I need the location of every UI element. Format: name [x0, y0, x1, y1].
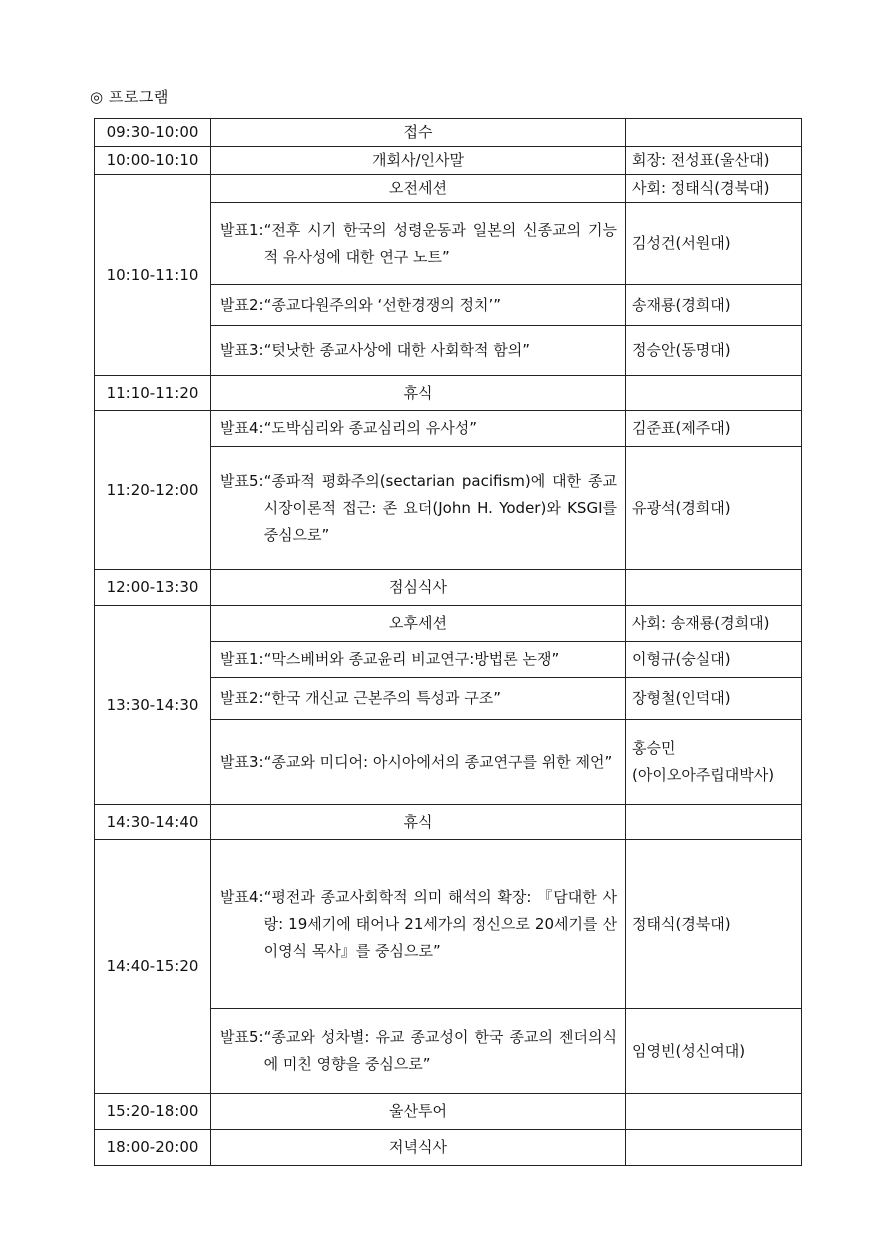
talk-title: “종교와 미디어: 아시아에서의 종교연구를 위한 제언” — [263, 752, 613, 771]
person-cell — [626, 570, 802, 606]
talk-cell — [211, 447, 626, 570]
talk-label: 발표2: — [220, 295, 264, 314]
person-cell — [626, 119, 802, 147]
person-cell — [626, 805, 802, 840]
talk-cell — [211, 840, 626, 1009]
moderator-cell: 사회: 송재룡(경희대) — [626, 606, 802, 642]
person-cell: 회장: 전성표(울산대) — [626, 147, 802, 175]
table-row — [95, 175, 802, 203]
talk-cell — [211, 326, 626, 376]
talk-title: “막스베버와 종교윤리 비교연구:방법론 논쟁” — [263, 650, 560, 668]
program-table — [94, 118, 802, 1166]
presenter-cell: 송재룡(경희대) — [626, 285, 802, 326]
talk-label: 발표1: — [220, 650, 264, 668]
table-row — [95, 1130, 802, 1166]
talk-cell — [211, 411, 626, 447]
title-cell: 울산투어 — [211, 1094, 626, 1130]
presenter-cell: 임영빈(성신여대) — [626, 1009, 802, 1094]
presenter-cell: 장형철(인덕대) — [626, 678, 802, 720]
title-cell: 개회사/인사말 — [211, 147, 626, 175]
title-cell: 저녁식사 — [211, 1130, 626, 1166]
talk-label: 발표4: — [220, 887, 264, 906]
table-row — [95, 147, 802, 175]
time-cell: 14:30-14:40 — [95, 805, 211, 840]
session-title-cell: 오전세션 — [211, 175, 626, 203]
time-cell: 11:20-12:00 — [95, 411, 211, 570]
table-row — [95, 376, 802, 411]
table-row — [95, 606, 802, 642]
presenter-affiliation: (아이오아주립대박사) — [632, 766, 775, 784]
talk-cell — [211, 642, 626, 678]
moderator-cell: 사회: 정태식(경북대) — [626, 175, 802, 203]
time-cell: 10:10-11:10 — [95, 175, 211, 376]
talk-cell — [211, 720, 626, 805]
presenter-cell: 김준표(제주대) — [626, 411, 802, 447]
table-row — [95, 411, 802, 447]
table-row — [95, 570, 802, 606]
time-cell: 15:20-18:00 — [95, 1094, 211, 1130]
title-cell: 접수 — [211, 119, 626, 147]
person-cell — [626, 376, 802, 411]
table-row — [95, 840, 802, 1009]
presenter-name: 홍승민 — [632, 739, 676, 757]
presenter-cell: 정태식(경북대) — [626, 840, 802, 1009]
time-cell: 12:00-13:30 — [95, 570, 211, 606]
talk-label: 발표3: — [220, 341, 264, 359]
talk-title: “전후 시기 한국의 성령운동과 일본의 신종교의 기능적 유사성에 대한 연구 노트” — [263, 220, 617, 266]
title-cell: 점심식사 — [211, 570, 626, 606]
presenter-cell: 유광석(경희대) — [626, 447, 802, 570]
talk-label: 발표4: — [220, 419, 264, 437]
time-cell: 11:10-11:20 — [95, 376, 211, 411]
title-cell: 휴식 — [211, 805, 626, 840]
time-cell: 10:00-10:10 — [95, 147, 211, 175]
presenter-cell: 이형규(숭실대) — [626, 642, 802, 678]
talk-label: 발표5: — [220, 471, 264, 490]
talk-title: “종교다원주의와 ‘선한경쟁의 정치’” — [263, 295, 502, 314]
session-title-cell: 오후세션 — [211, 606, 626, 642]
presenter-cell: 김성건(서원대) — [626, 203, 802, 285]
person-cell — [626, 1130, 802, 1166]
presenter-cell: 정승안(동명대) — [626, 326, 802, 376]
talk-label: 발표1: — [220, 220, 264, 239]
talk-cell — [211, 203, 626, 285]
talk-cell — [211, 1009, 626, 1094]
time-cell: 18:00-20:00 — [95, 1130, 211, 1166]
person-cell — [626, 1094, 802, 1130]
table-row — [95, 805, 802, 840]
title-cell: 휴식 — [211, 376, 626, 411]
talk-title: “텃낫한 종교사상에 대한 사회학적 함의” — [263, 341, 531, 359]
talk-title: “한국 개신교 근본주의 특성과 구조” — [263, 689, 502, 707]
table-row — [95, 1094, 802, 1130]
table-row — [95, 119, 802, 147]
presenter-cell — [626, 720, 802, 805]
time-cell: 09:30-10:00 — [95, 119, 211, 147]
talk-title: “도박심리와 종교심리의 유사성” — [263, 419, 478, 437]
time-cell: 14:40-15:20 — [95, 840, 211, 1094]
talk-title: “종파적 평화주의(sectarian pacifism)에 대한 종교시장이론적 접근: 존 요더(John H. Yoder)와 KSGI를 중심으로” — [263, 471, 617, 544]
talk-label: 발표2: — [220, 689, 264, 707]
talk-label: 발표5: — [220, 1028, 264, 1046]
talk-label: 발표3: — [220, 752, 264, 771]
talk-cell — [211, 285, 626, 326]
talk-title: “종교와 성차별: 유교 종교성이 한국 종교의 젠더의식에 미친 영향을 중심으로” — [263, 1028, 617, 1073]
talk-cell — [211, 678, 626, 720]
page-heading: ◎ 프로그램 — [90, 88, 169, 106]
talk-title: “평전과 종교사회학적 의미 해석의 확장: 『담대한 사랑: 19세기에 태어나 21세가의 정신으로 20세기를 산 이영식 목사』를 중심으로” — [263, 887, 617, 960]
time-cell: 13:30-14:30 — [95, 606, 211, 805]
